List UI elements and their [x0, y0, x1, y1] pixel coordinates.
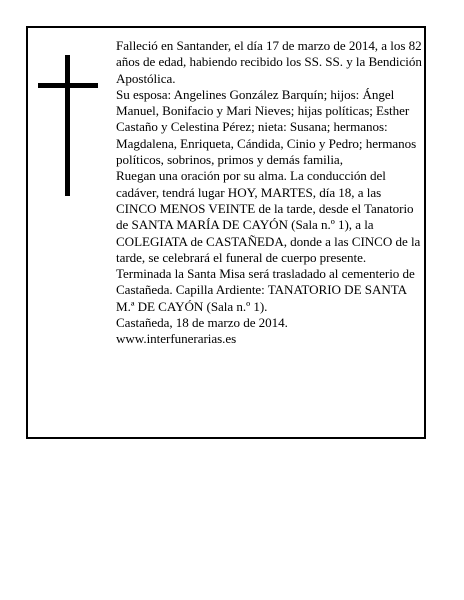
death-announcement-paragraph: Falleció en Santander, el día 17 de marzo de 2014, a los 82 años de edad, habiendo recibido los SS. SS. y la Bendición Apostólica. — [116, 38, 422, 86]
website-text: www.interfunerarias.es — [116, 331, 237, 347]
obituary-text — [116, 38, 422, 348]
cross-horizontal-bar — [38, 83, 98, 88]
place-date-line: Castañeda, 18 de marzo de 2014. — [116, 315, 288, 331]
family-paragraph: Su esposa: Angelines González Barquín; hijos: Ángel Manuel, Bonifacio y Mari Nieves; hijas políticas; Esther Castaño y Celestina Pérez; nieta: Susana; hermanos: Magdalena, Enriqueta, Cándida, Cinio y Pedro; hermanos políticos, sobrinos, primos y demás familia, — [116, 86, 417, 168]
cross-vertical-bar — [65, 55, 70, 196]
funeral-details-paragraph: Ruegan una oración por su alma. La conducción del cadáver, tendrá lugar HOY, MARTES, día 18, a las CINCO MENOS VEINTE de la tarde, desde el Tanatorio de SANTA MARÍA DE CAYÓN (Sala n.º 1), a la COLEGIATA de CASTAÑEDA, donde a las CINCO de la tarde, se celebrará el funeral de cuerpo presente. Terminada la Santa Misa será trasladado al cementerio de Castañeda. Capilla Ardiente: TANATORIO DE SANTA M.ª DE CAYÓN (Sala n.º 1). — [116, 168, 421, 314]
